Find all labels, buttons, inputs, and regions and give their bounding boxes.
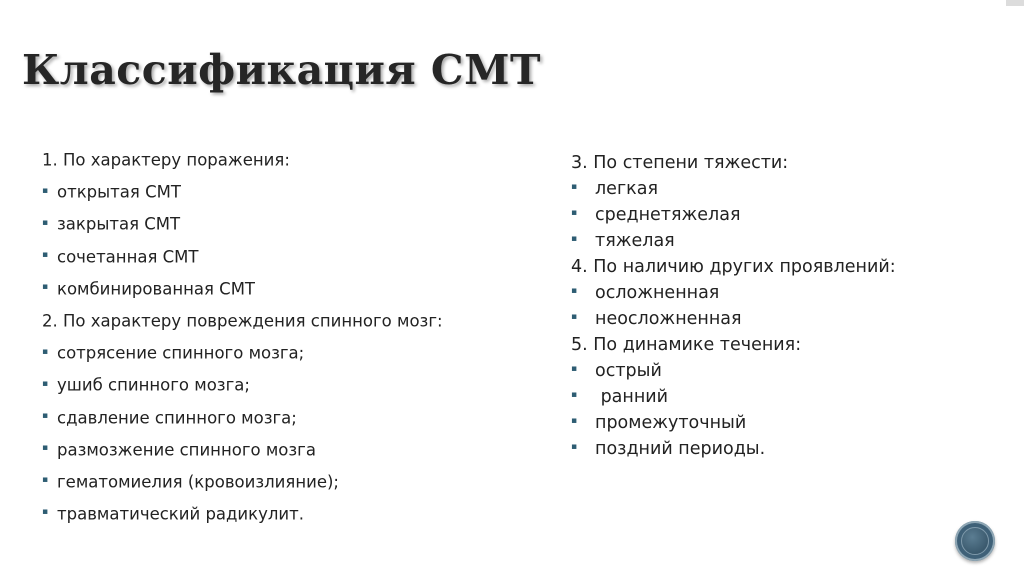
left-column bbox=[42, 144, 542, 530]
square-bullet-icon: ▪ bbox=[42, 217, 49, 228]
right-item-text: неосложненная bbox=[595, 309, 742, 329]
right-item-text: среднетяжелая bbox=[595, 205, 741, 225]
right-item-text: легкая bbox=[595, 179, 658, 199]
top-corner-accent bbox=[1006, 0, 1024, 6]
left-item bbox=[42, 305, 542, 337]
right-item bbox=[571, 228, 991, 254]
right-item bbox=[571, 254, 991, 280]
slide-title: Классификация СМТ bbox=[22, 46, 541, 94]
right-item bbox=[571, 358, 991, 384]
square-bullet-icon: ▪ bbox=[42, 507, 49, 518]
square-bullet-icon: ▪ bbox=[42, 410, 49, 421]
left-item-text: открытая СМТ bbox=[57, 182, 181, 202]
left-item bbox=[42, 208, 542, 240]
square-bullet-icon: ▪ bbox=[42, 346, 49, 357]
right-item bbox=[571, 384, 991, 410]
badge-emblem-icon bbox=[961, 527, 989, 555]
right-item bbox=[571, 436, 991, 462]
right-item-text: поздний периоды. bbox=[595, 439, 766, 459]
left-item bbox=[42, 176, 542, 208]
left-item-text: травматический радикулит. bbox=[57, 504, 305, 524]
square-bullet-icon: ▪ bbox=[42, 443, 49, 454]
left-item-text: ушиб спинного мозга; bbox=[57, 375, 250, 395]
square-bullet-icon: ▪ bbox=[42, 249, 49, 260]
square-bullet-icon: ▪ bbox=[571, 286, 578, 296]
square-bullet-icon: ▪ bbox=[571, 312, 578, 322]
left-item bbox=[42, 466, 542, 498]
right-item-text: 3. По степени тяжести: bbox=[571, 153, 789, 173]
square-bullet-icon: ▪ bbox=[571, 390, 578, 400]
right-item bbox=[571, 410, 991, 436]
right-item-text: 4. По наличию других проявлений: bbox=[571, 257, 896, 277]
left-item bbox=[42, 144, 542, 176]
left-item bbox=[42, 337, 542, 369]
square-bullet-icon: ▪ bbox=[42, 185, 49, 196]
right-item bbox=[571, 306, 991, 332]
left-item-text: сдавление спинного мозга; bbox=[57, 407, 297, 427]
left-item-text: размозжение спинного мозга bbox=[57, 440, 316, 460]
right-item-text: острый bbox=[595, 361, 662, 381]
slide-badge-icon bbox=[955, 521, 995, 561]
right-column bbox=[571, 150, 991, 462]
left-item-text: комбинированная СМТ bbox=[57, 279, 256, 299]
left-item-text: сотрясение спинного мозга; bbox=[57, 343, 305, 363]
square-bullet-icon: ▪ bbox=[571, 364, 578, 374]
left-item-text: гематомиелия (кровоизлияние); bbox=[57, 472, 339, 492]
right-item-text: промежуточный bbox=[595, 413, 747, 433]
square-bullet-icon: ▪ bbox=[42, 475, 49, 486]
left-item-text: 2. По характеру повреждения спинного мозг: bbox=[42, 311, 443, 331]
right-item bbox=[571, 202, 991, 228]
square-bullet-icon: ▪ bbox=[571, 442, 578, 452]
right-item bbox=[571, 332, 991, 358]
left-item bbox=[42, 273, 542, 305]
right-item bbox=[571, 150, 991, 176]
left-item bbox=[42, 369, 542, 401]
square-bullet-icon: ▪ bbox=[42, 282, 49, 293]
right-item bbox=[571, 176, 991, 202]
left-item bbox=[42, 402, 542, 434]
square-bullet-icon: ▪ bbox=[571, 234, 578, 244]
left-item bbox=[42, 434, 542, 466]
right-item bbox=[571, 280, 991, 306]
left-item bbox=[42, 498, 542, 530]
left-item-text: сочетанная СМТ bbox=[57, 246, 199, 266]
left-item-text: 1. По характеру поражения: bbox=[42, 150, 290, 170]
square-bullet-icon: ▪ bbox=[42, 378, 49, 389]
left-item bbox=[42, 241, 542, 273]
square-bullet-icon: ▪ bbox=[571, 208, 578, 218]
square-bullet-icon: ▪ bbox=[571, 416, 578, 426]
right-item-text: тяжелая bbox=[595, 231, 675, 251]
square-bullet-icon: ▪ bbox=[571, 182, 578, 192]
right-item-text: 5. По динамике течения: bbox=[571, 335, 802, 355]
left-item-text: закрытая СМТ bbox=[57, 214, 181, 234]
right-item-text: ранний bbox=[595, 387, 669, 407]
right-item-text: осложненная bbox=[595, 283, 720, 303]
